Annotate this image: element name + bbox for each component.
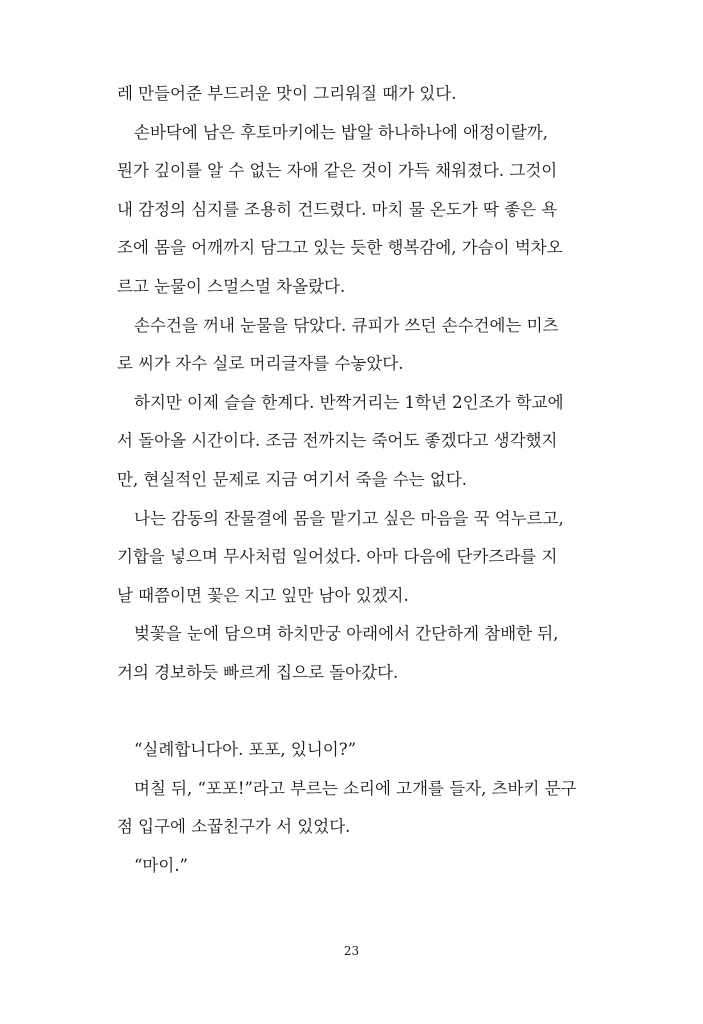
text-line: 나는 감동의 잔물결에 몸을 맡기고 싶은 마음을 꾹 억누르고, <box>134 508 564 528</box>
section-break <box>117 693 617 732</box>
text-line: 벚꽃을 눈에 담으며 하치만궁 아래에서 간단하게 참배한 뒤, <box>134 624 559 644</box>
text-line: “실례합니다아. 포포, 있니이?” <box>134 740 357 760</box>
text-line: 하지만 이제 슬슬 한계다. 반짝거리는 1학년 2인조가 학교에 <box>134 392 564 412</box>
text-line: 기합을 넣으며 무사처럼 일어섰다. 아마 다음에 단카즈라를 지 <box>117 547 558 567</box>
text-line: 손바닥에 남은 후토마키에는 밥알 하나하나에 애정이랄까, <box>134 122 549 142</box>
text-line: 날 때쯤이면 꽃은 지고 잎만 남아 있겠지. <box>117 585 409 605</box>
text-line: 며칠 뒤, “포포!”라고 부르는 소리에 고개를 들자, 츠바키 문구 <box>134 778 577 798</box>
text-line: 레 만들어준 부드러운 맛이 그리워질 때가 있다. <box>117 84 457 103</box>
text-line: 서 돌아올 시간이다. 조금 전까지는 죽어도 좋겠다고 생각했지 <box>117 431 558 451</box>
text-line: 만, 현실적인 문제로 지금 여기서 죽을 수는 없다. <box>117 469 468 489</box>
text-line: 거의 경보하듯 빠르게 집으로 돌아갔다. <box>117 662 399 682</box>
text-line: 르고 눈물이 스멀스멀 차올랐다. <box>117 276 346 296</box>
text-line: 손수건을 꺼내 눈물을 닦았다. 큐피가 쓰던 손수건에는 미츠 <box>134 315 559 335</box>
text-line: “마이.” <box>134 855 188 875</box>
text-line: 조에 몸을 어깨까지 담그고 있는 듯한 행복감에, 가슴이 벅차오 <box>117 238 563 258</box>
text-line: 점 입구에 소꿉친구가 서 있었다. <box>117 817 351 837</box>
text-line: 로 씨가 자수 실로 머리글자를 수놓았다. <box>117 354 404 374</box>
text-line: 내 감정의 심지를 조용히 건드렸다. 마치 물 온도가 딱 좋은 욕 <box>117 199 558 219</box>
body-text <box>117 75 617 885</box>
page-number: 23 <box>343 944 360 958</box>
text-line: 뭔가 깊이를 알 수 없는 자애 같은 것이 가득 채워졌다. 그것이 <box>117 161 558 181</box>
